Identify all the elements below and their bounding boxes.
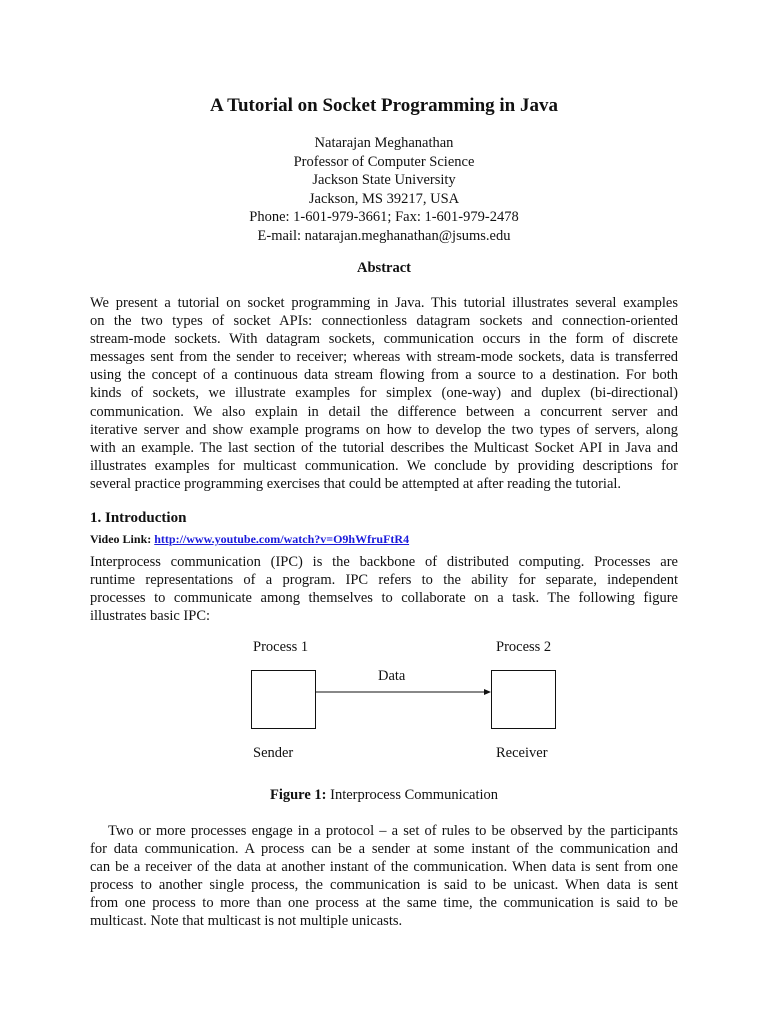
author-name: Natarajan Meghanathan — [314, 135, 454, 151]
author-address: Jackson, MS 39217, USA — [308, 190, 460, 207]
data-label: Data — [378, 668, 406, 684]
body-line: multicast. Note that multicast is not multiple unicasts. — [90, 913, 403, 930]
abstract-line: stream-mode sockets. With datagram sockets, communication occurs in the form of discrete — [90, 331, 678, 348]
author-position: Professor of Computer Science — [293, 153, 475, 170]
video-link[interactable]: http://www.youtube.com/watch?v=O9hWfruFtR4 — [154, 532, 410, 546]
abstract-line: communication. We also explain in detail the difference between a concurrent server and — [90, 403, 678, 420]
author-email: E-mail: natarajan.meghanathan@jsums.edu — [257, 227, 511, 244]
video-link-label: Video Link: — [90, 532, 152, 546]
receiver-label: Receiver — [496, 745, 548, 761]
receiver-process-box — [492, 671, 556, 729]
figure-caption — [0, 787, 768, 804]
abstract-line: iterative server and show example programs on how to develop the two types of servers, along — [90, 421, 678, 438]
author-block — [0, 134, 768, 245]
abstract-line: kinds of sockets, we illustrate examples for simplex (one-way) and duplex (bi-directional) — [90, 385, 678, 402]
abstract-line: messages sent from the sender to receiver; whereas with stream-mode sockets, data is transferred — [90, 349, 678, 366]
abstract-line: We present a tutorial on socket programming in Java. This tutorial illustrates several examples — [90, 295, 678, 311]
abstract-line: with an example. The last section of the tutorial describes the Multicast Socket API in Java and — [90, 439, 678, 456]
intro-paragraph — [90, 553, 678, 625]
abstract-heading: Abstract — [357, 260, 411, 276]
body-line: for data communication. A process can be a sender at some instant of the communication and — [90, 841, 678, 858]
sender-label: Sender — [253, 745, 294, 761]
process1-label: Process 1 — [253, 639, 309, 655]
process2-label: Process 2 — [496, 639, 552, 655]
intro-line: illustrates basic IPC: — [90, 608, 211, 625]
body-line: can be a receiver of the data at another instant of the communication. When data is sent from one — [90, 859, 678, 876]
intro-line: processes to communicate among themselves to collaborate on a task. The following figure — [90, 590, 678, 607]
abstract-line: on the two types of socket APIs: connectionless datagram sockets and connection-oriented — [90, 313, 678, 330]
abstract-line: several practice programming exercises that could be attempted at after reading the tutorial. — [90, 475, 622, 492]
paper-title: A Tutorial on Socket Programming in Java — [209, 95, 558, 116]
body-line: process to another single process, the communication is said to be unicast. When data is sent — [90, 877, 678, 894]
body-line: from one process to more than one process at the same time, the communication is said to be — [90, 895, 678, 912]
video-link-line — [90, 532, 409, 547]
section-heading-introduction: 1. Introduction — [90, 510, 187, 526]
author-university: Jackson State University — [312, 172, 456, 188]
abstract-line: illustrates examples for multicast communication. We conclude by providing descriptions for — [90, 457, 678, 474]
abstract-line: using the concept of a continuous data stream flowing from a source to a destination. For both — [90, 367, 678, 384]
sender-process-box — [252, 671, 316, 729]
figure-caption-number: Figure 1: — [269, 787, 327, 803]
body-line: Two or more processes engage in a protocol – a set of rules to be observed by the participants — [108, 823, 678, 839]
abstract-paragraph — [90, 294, 678, 493]
figure-caption-text: Interprocess Communication — [326, 787, 499, 803]
body-paragraph — [90, 822, 678, 931]
intro-line: runtime representations of a program. IPC refers to the ability for separate, independent — [90, 572, 678, 589]
intro-line: Interprocess communication (IPC) is the backbone of distributed computing. Processes are — [90, 554, 678, 570]
author-phone: Phone: 1-601-979-3661; Fax: 1-601-979-2478 — [249, 209, 519, 225]
data-arrow-head — [484, 689, 491, 695]
